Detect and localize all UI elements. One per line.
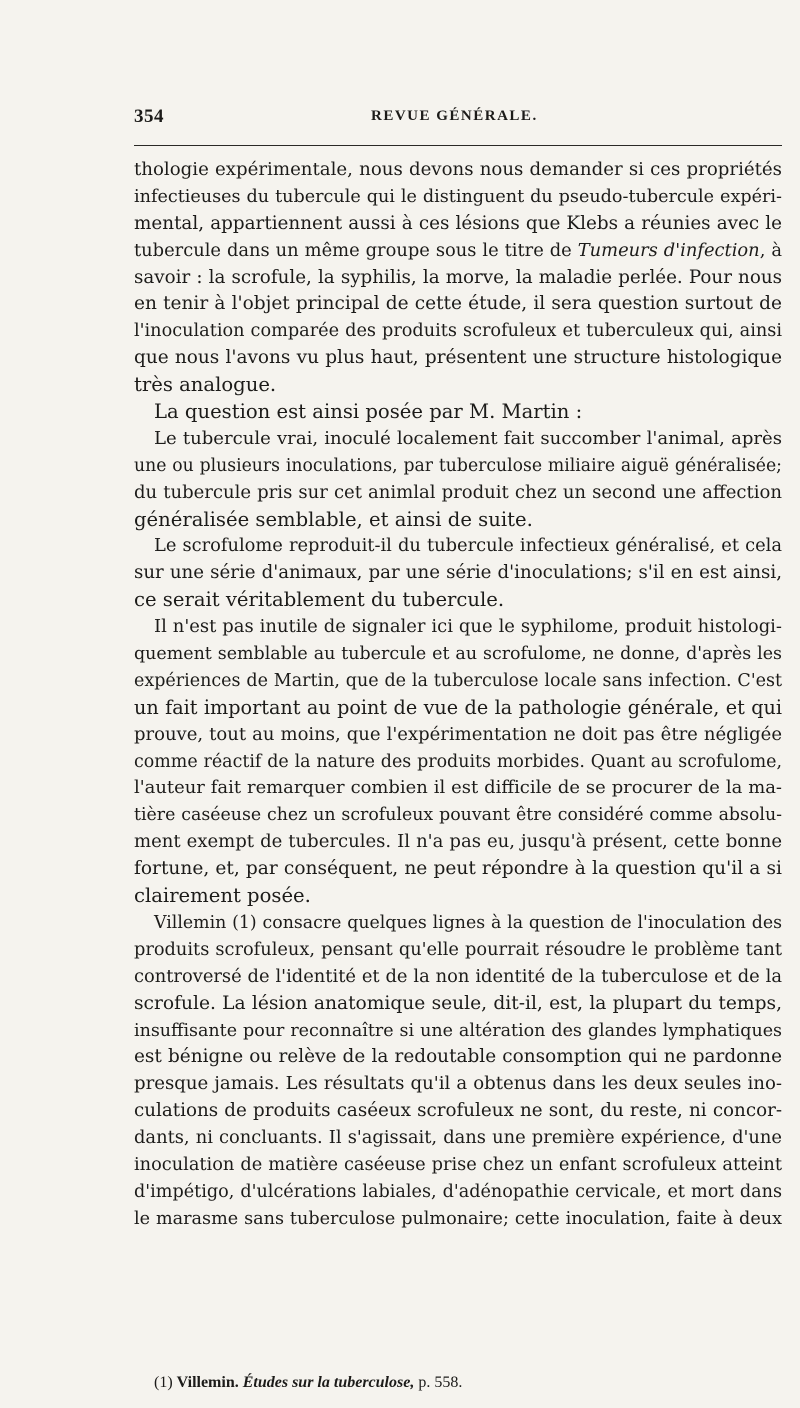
body-text (134, 157, 782, 1233)
text-line: fortune, et, par conséquent, ne peut répondre à la question qu'il a si (134, 858, 782, 880)
text-line: insuffisante pour reconnaître si une altération des glandes lymphatiques (134, 1020, 782, 1041)
footnote-page: p. 558. (418, 1374, 463, 1391)
text-line: dants, ni concluants. Il s'agissait, dans une première expérience, d'une (134, 1127, 782, 1149)
page-number: 354 (134, 106, 164, 127)
text-line: Le tubercule vrai, inoculé localement fait succomber l'animal, après (154, 427, 782, 449)
italic-title: Tumeurs d'infection (577, 239, 760, 261)
text-line: très analogue. (134, 373, 277, 397)
text-line: presque jamais. Les résultats qu'il a obtenus dans les deux seules ino- (134, 1073, 782, 1095)
text-line: l'inoculation comparée des produits scrofuleux et tuberculeux qui, ainsi (134, 321, 782, 342)
text-line: du tubercule pris sur cet animlal produit chez un second une affection (134, 481, 782, 503)
text-line: que nous l'avons vu plus haut, présentent une structure histologique (134, 347, 782, 369)
text-line: prouve, tout au moins, que l'expérimentation ne doit pas être négligée (134, 723, 782, 745)
text-line: savoir : la scrofule, la syphilis, la morve, la maladie perlée. Pour nous (134, 266, 782, 288)
text-line: Le scrofulome reproduit-il du tubercule infectieux généralisé, et cela (154, 535, 782, 557)
footnote (154, 1374, 462, 1392)
footnote-author: Villemin. (176, 1374, 239, 1391)
text-line: sur une série d'animaux, par une série d'inoculations; s'il en est ainsi, (134, 562, 782, 584)
text-line: l'auteur fait remarquer combien il est difficile de se procurer de la ma- (134, 777, 782, 799)
text-line: le marasme sans tuberculose pulmonaire; cette inoculation, faite à deux (134, 1208, 782, 1229)
footnote-marker: (1) (154, 1374, 173, 1391)
header-rule (134, 145, 782, 146)
text-line: une ou plusieurs inoculations, par tuberculose miliaire aiguë généralisée; (134, 455, 782, 476)
running-title: REVUE GÉNÉRALE. (371, 108, 538, 124)
text-line: d'impétigo, d'ulcérations labiales, d'adénopathie cervicale, et mort dans (134, 1181, 782, 1202)
text-line: La question est ainsi posée par M. Martin : (154, 400, 583, 424)
text-line: culations de produits caséeux scrofuleux ne sont, du reste, ni concor- (134, 1100, 782, 1122)
text-line: tubercule dans un même groupe sous le titre de Tumeurs d'infection, à (134, 239, 782, 261)
text-line: clairement posée. (134, 884, 311, 908)
text-line: scrofule. La lésion anatomique seule, dit-il, est, la plupart du temps, (134, 992, 782, 1014)
text-line: comme réactif de la nature des produits morbides. Quant au scrofulome, (134, 751, 782, 772)
text-line: un fait important au point de vue de la pathologie générale, et qui (134, 695, 782, 719)
text-line: produits scrofuleux, pensant qu'elle pourrait résoudre le problème tant (134, 938, 782, 960)
text-line: en tenir à l'objet principal de cette étude, il sera question surtout de (134, 293, 782, 315)
text-line: ce serait véritablement du tubercule. (134, 588, 505, 612)
text-line: est bénigne ou relève de la redoutable consomption qui ne pardonne (134, 1046, 782, 1068)
text-line: tière caséeuse chez un scrofuleux pouvant être considéré comme absolu- (134, 805, 782, 826)
text-line: généralisée semblable, et ainsi de suite. (134, 507, 533, 531)
running-head (134, 106, 782, 130)
text-line: mental, appartiennent aussi à ces lésions que Klebs a réunies avec le (134, 212, 782, 234)
text-line: infectieuses du tubercule qui le distinguent du pseudo-tubercule expéri- (134, 186, 782, 207)
text-line: expériences de Martin, que de la tuberculose locale sans infection. C'est (134, 670, 782, 691)
text-line: quement semblable au tubercule et au scrofulome, ne donne, d'après les (134, 644, 782, 665)
text-line: thologie expérimentale, nous devons nous demander si ces propriétés (134, 159, 782, 180)
text-line: ment exempt de tubercules. Il n'a pas eu, jusqu'à présent, cette bonne (134, 831, 782, 853)
text-line: inoculation de matière caséeuse prise chez un enfant scrofuleux atteint (134, 1154, 782, 1175)
text-line: Il n'est pas inutile de signaler ici que le syphilome, produit histologi- (154, 616, 782, 638)
text-line: controversé de l'identité et de la non identité de la tuberculose et de la (134, 965, 782, 987)
text-line: Villemin (1) consacre quelques lignes à la question de l'inoculation des (154, 912, 782, 933)
footnote-title: Études sur la tuberculose, (242, 1374, 415, 1391)
